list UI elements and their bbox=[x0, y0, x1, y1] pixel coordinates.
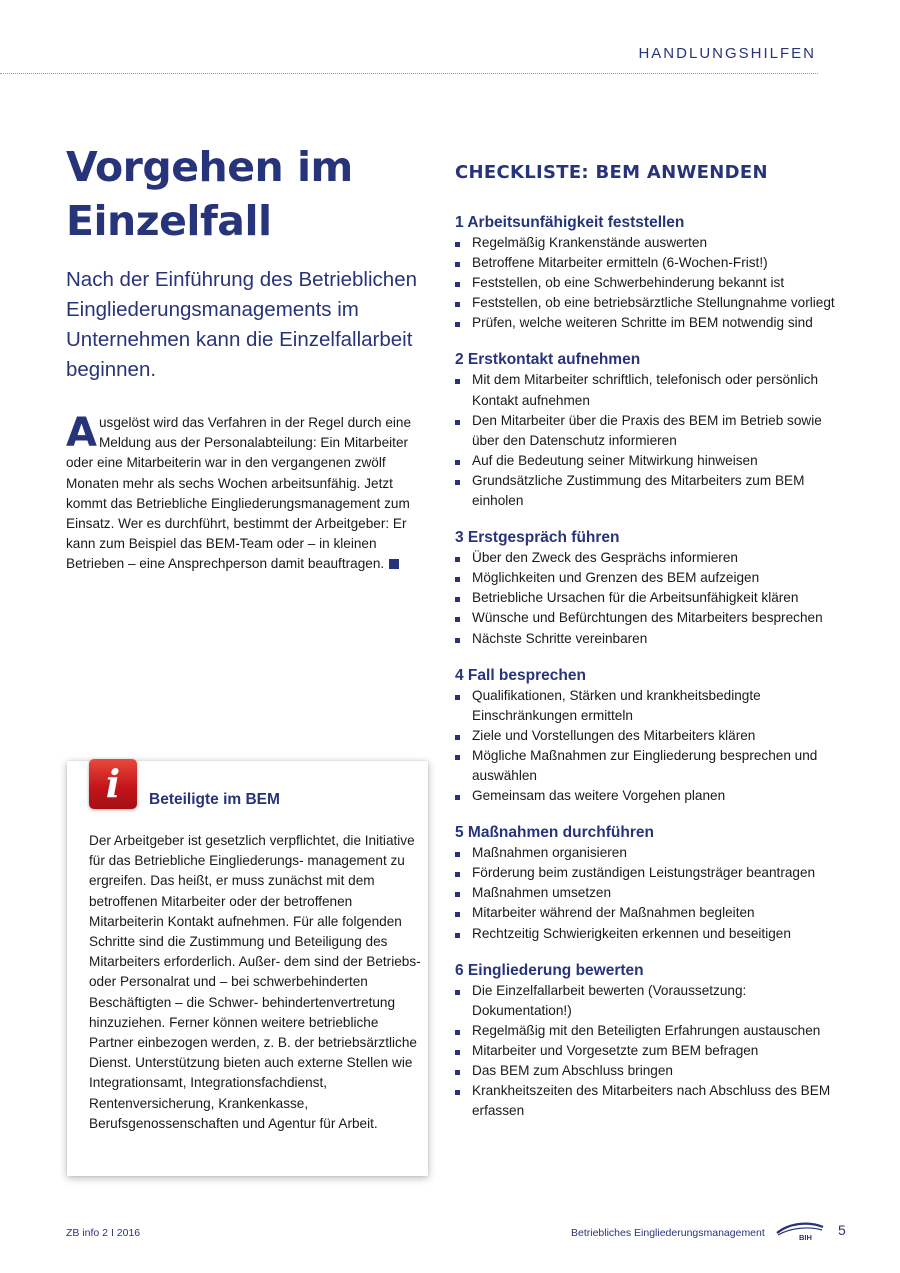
checklist-item: Maßnahmen umsetzen bbox=[455, 883, 835, 903]
checklist-step bbox=[455, 666, 835, 807]
checklist-step bbox=[455, 528, 835, 648]
checklist-item: Gemeinsam das weitere Vorgehen planen bbox=[455, 786, 835, 806]
section-label: HANDLUNGSHILFEN bbox=[638, 45, 816, 62]
footer-issue: ZB info 2 I 2016 bbox=[66, 1227, 141, 1239]
info-icon: i bbox=[89, 759, 137, 809]
checklist-step-title: 5 Maßnahmen durchführen bbox=[455, 824, 654, 842]
checklist-item: Den Mitarbeiter über die Praxis des BEM im Betrieb sowie über den Datenschutz informieren bbox=[455, 411, 835, 451]
checklist-item: Die Einzelfallarbeit bewerten (Voraussetzung: Dokumentation!) bbox=[455, 981, 835, 1021]
checklist-step bbox=[455, 213, 835, 333]
checklist-item: Grundsätzliche Zustimmung des Mitarbeiters zum BEM einholen bbox=[455, 471, 835, 511]
checklist-item: Nächste Schritte vereinbaren bbox=[455, 629, 835, 649]
checklist-item: Regelmäßig Krankenstände auswerten bbox=[455, 233, 835, 253]
checklist-items bbox=[455, 370, 835, 511]
checklist-item: Das BEM zum Abschluss bringen bbox=[455, 1061, 835, 1081]
bih-logo-icon bbox=[775, 1221, 825, 1241]
checklist-item: Mitarbeiter während der Maßnahmen begleiten bbox=[455, 903, 835, 923]
checklist-item: Über den Zweck des Gesprächs informieren bbox=[455, 548, 835, 568]
checklist-item: Betriebliche Ursachen für die Arbeitsunfähigkeit klären bbox=[455, 588, 835, 608]
end-mark-icon bbox=[389, 559, 399, 569]
checklist-step-title: 6 Eingliederung bewerten bbox=[455, 961, 644, 979]
checklist-item: Feststellen, ob eine Schwerbehinderung bekannt ist bbox=[455, 273, 835, 293]
checklist-step-title: 2 Erstkontakt aufnehmen bbox=[455, 351, 641, 369]
checklist-step bbox=[455, 350, 835, 511]
checklist-item: Mögliche Maßnahmen zur Eingliederung besprechen und auswählen bbox=[455, 746, 835, 786]
checklist-step-title: 3 Erstgespräch führen bbox=[455, 529, 620, 547]
checklist-step-title: 1 Arbeitsunfähigkeit feststellen bbox=[455, 214, 685, 231]
drop-cap: A bbox=[66, 410, 97, 456]
page-title bbox=[66, 140, 428, 248]
info-box-title: Beteiligte im BEM bbox=[149, 791, 280, 808]
checklist-items bbox=[455, 981, 835, 1122]
intro-text: Nach der Einführung des Betrieblichen Eingliederungsmanagements im Unternehmen kann die Einzelfallarbeit beginnen. bbox=[66, 268, 417, 381]
article-column bbox=[66, 140, 428, 575]
checklist-item: Regelmäßig mit den Beteiligten Erfahrungen austauschen bbox=[455, 1021, 835, 1041]
checklist-item: Feststellen, ob eine betriebsärztliche Stellungnahme vorliegt bbox=[455, 293, 835, 313]
checklist-item: Qualifikationen, Stärken und krankheitsbedingte Einschränkungen ermitteln bbox=[455, 686, 835, 726]
checklist-item: Mitarbeiter und Vorgesetzte zum BEM befragen bbox=[455, 1041, 835, 1061]
checklist-item: Betroffene Mitarbeiter ermitteln (6-Wochen-Frist!) bbox=[455, 253, 835, 273]
page-number: 5 bbox=[838, 1222, 846, 1238]
checklist-items bbox=[455, 686, 835, 807]
info-box bbox=[67, 761, 428, 1176]
checklist-item: Rechtzeitig Schwierigkeiten erkennen und beseitigen bbox=[455, 924, 835, 944]
checklist-step bbox=[455, 961, 835, 1122]
checklist-title: CHECKLISTE: BEM ANWENDEN bbox=[455, 162, 768, 183]
checklist-item: Krankheitszeiten des Mitarbeiters nach Abschluss des BEM erfassen bbox=[455, 1081, 835, 1121]
footer-topic: Betriebliches Eingliederungsmanagement bbox=[571, 1227, 765, 1239]
top-divider bbox=[0, 73, 818, 74]
checklist-item: Wünsche und Befürchtungen des Mitarbeiters besprechen bbox=[455, 608, 835, 628]
checklist-item: Auf die Bedeutung seiner Mitwirkung hinweisen bbox=[455, 451, 835, 471]
checklist-items bbox=[455, 843, 835, 943]
checklist-item: Maßnahmen organisieren bbox=[455, 843, 835, 863]
bih-logo-text: BIH bbox=[799, 1233, 812, 1241]
checklist-item: Möglichkeiten und Grenzen des BEM aufzeigen bbox=[455, 568, 835, 588]
checklist-step-title: 4 Fall besprechen bbox=[455, 666, 586, 684]
checklist-items bbox=[455, 548, 835, 648]
checklist-items bbox=[455, 233, 835, 333]
article-body bbox=[66, 410, 428, 575]
checklist-item: Ziele und Vorstellungen des Mitarbeiters klären bbox=[455, 726, 835, 746]
checklist-steps bbox=[455, 213, 835, 1121]
page-title-line-2: Einzelfall bbox=[66, 197, 272, 245]
info-box-text: Der Arbeitgeber ist gesetzlich verpflichtet, die Initiative für das Betriebliche Eingliederungs- management zu ergreifen. Das heißt, er muss zunächst mit dem betroffenen Mitarbeiter oder der betroffenen Mitarbeiterin Kontakt aufnehmen. Für alle folgenden Schritte sind die Zustimmung und Beteiligung des Mitarbeiters erforderlich. Außer- dem sind der Betriebs- oder Personalrat und – bei schwerbehinderten Beschäftigten – die Schwer- behindertenvertretung hinzuziehen. Ferner können weitere betriebliche Partner einbezogen werden, z. B. der betriebsärztliche Dienst. Unterstützung bieten auch externe Stellen wie Integrationsamt, Integrationsfachdienst, Rentenversicherung, Krankenkasse, Berufsgenossenschaften und Agentur für Arbeit. bbox=[89, 833, 421, 1131]
checklist bbox=[455, 162, 835, 1121]
checklist-item: Mit dem Mitarbeiter schriftlich, telefonisch oder persönlich Kontakt aufnehmen bbox=[455, 370, 835, 410]
checklist-item: Prüfen, welche weiteren Schritte im BEM notwendig sind bbox=[455, 313, 835, 333]
checklist-item: Förderung beim zuständigen Leistungsträger beantragen bbox=[455, 863, 835, 883]
page-title-line-1: Vorgehen im bbox=[66, 143, 353, 191]
article-body-text: usgelöst wird das Verfahren in der Regel durch eine Meldung aus der Personalabteilung: Ein Mitarbeiter oder eine Mitarbeiterin war in den vergangenen zwölf Monaten mehr als sechs Wochen arbeitsunfähig. Jetzt kommt das Betriebliche Eingliederungsmanagement zum Einsatz. Wer es durchführt, bestimmt der Arbeitgeber: Er kann zum Beispiel das BEM-Team oder – in kleinen Betrieben – eine Ansprechperson damit beauftragen. bbox=[66, 415, 412, 572]
checklist-step bbox=[455, 823, 835, 943]
